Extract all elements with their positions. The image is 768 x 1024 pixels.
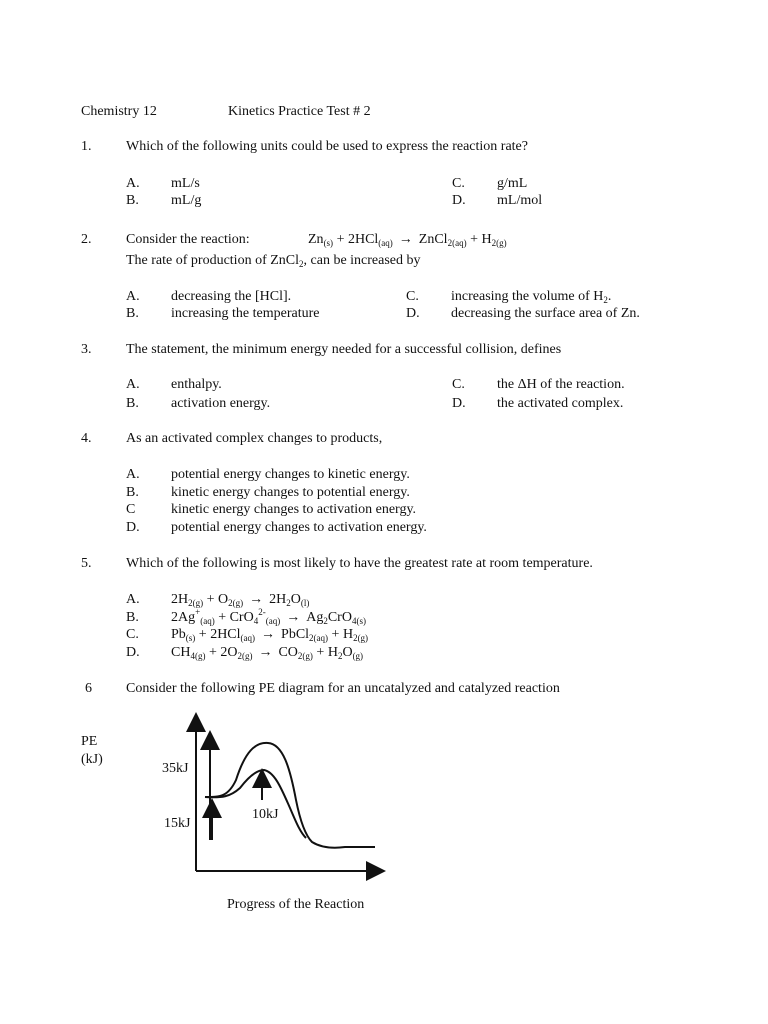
option-letter: B. [126, 396, 139, 411]
course-name: Chemistry 12 [81, 104, 157, 119]
option-equation: $Pb_{(s)} + 2HCl_{(aq)}$ → PbCl$_{2(aq)}$ + $H_{2(g)}$ [171, 627, 369, 643]
option-letter: A. [126, 289, 140, 304]
label-15kj: 15kJ [164, 816, 191, 831]
option-text: increasing the temperature [171, 306, 320, 321]
option-letter: D. [452, 193, 466, 208]
x-axis-label: Progress of the Reaction [227, 897, 365, 912]
option-letter: A. [126, 467, 140, 482]
option-letter: D. [406, 306, 420, 321]
label-10kj: 10kJ [252, 807, 279, 822]
question-number: 6 [85, 681, 92, 696]
option-text: kinetic energy changes to activation energy. [171, 502, 417, 517]
option-equation: $2Ag^+_{(aq)} + CrO_4^{2-}_{(aq)} \to Ag_2CrO_{4(s)}$ [171, 607, 366, 626]
question-number: 3. [81, 342, 92, 357]
option-text: potential energy changes to activation energy. [171, 520, 427, 535]
question-stem-continued: The rate of production of ZnCl$_2$, can be increased by [126, 253, 421, 269]
label-35kj: 35kJ [162, 761, 189, 776]
option-text: enthalpy. [171, 377, 222, 392]
option-letter: A. [126, 176, 140, 191]
question-stem: Consider the reaction: [126, 232, 250, 247]
option-text: the activated complex. [497, 396, 624, 411]
option-text: mL/mol [497, 193, 543, 208]
option-text: potential energy changes to kinetic energy. [171, 467, 410, 482]
option-text: mL/g [171, 193, 202, 208]
option-text: increasing the volume of $H_2$. [451, 289, 612, 305]
option-letter: D. [126, 520, 140, 535]
option-letter: D. [452, 396, 466, 411]
option-text: decreasing the [HCl]. [171, 289, 292, 304]
question-number: 4. [81, 431, 92, 446]
y-axis-label: PE [81, 734, 98, 749]
option-letter: B. [126, 306, 139, 321]
reaction-equation: $Zn_{(s)} + 2HCl_{(aq)}$ → ZnCl$_{2(aq)}$ + $H_{2(g)}$ [308, 232, 507, 248]
question-stem: The statement, the minimum energy needed for a successful collision, defines [126, 342, 562, 357]
option-letter: A. [126, 377, 140, 392]
option-equation: $2H_{2(g)} + O_{2(g)} \to 2H_2O_{(l)}$ [171, 592, 310, 608]
option-letter: C. [406, 289, 419, 304]
question-number: 5. [81, 556, 92, 571]
option-letter: B. [126, 610, 139, 625]
option-text: g/mL [497, 176, 528, 191]
option-letter: A. [126, 592, 140, 607]
option-letter: C [126, 502, 136, 517]
option-letter: D. [126, 645, 140, 660]
option-letter: C. [452, 377, 465, 392]
option-text: kinetic energy changes to potential energy. [171, 485, 410, 500]
question-number: 1. [81, 139, 92, 154]
question-stem: Which of the following units could be used to express the reaction rate? [126, 139, 528, 154]
option-letter: C. [126, 627, 139, 642]
question-stem: Which of the following is most likely to have the greatest rate at room temperature. [126, 556, 593, 571]
option-text: activation energy. [171, 396, 271, 411]
option-text: mL/s [171, 176, 200, 191]
test-title: Kinetics Practice Test # 2 [228, 104, 371, 119]
question-stem: Consider the following PE diagram for an uncatalyzed and catalyzed reaction [126, 681, 560, 696]
option-letter: B. [126, 485, 139, 500]
option-equation: $CH_{4(g)} + 2O_{2(g)} \to CO_{2(g)} + H_2O_{(g)}$ [171, 645, 364, 661]
option-text: the ΔH of the reaction. [497, 377, 625, 392]
y-axis-unit: (kJ) [81, 752, 103, 767]
question-number: 2. [81, 232, 92, 247]
option-letter: C. [452, 176, 465, 191]
option-letter: B. [126, 193, 139, 208]
option-text: decreasing the surface area of Zn. [451, 306, 640, 321]
question-stem: As an activated complex changes to products, [126, 431, 383, 446]
